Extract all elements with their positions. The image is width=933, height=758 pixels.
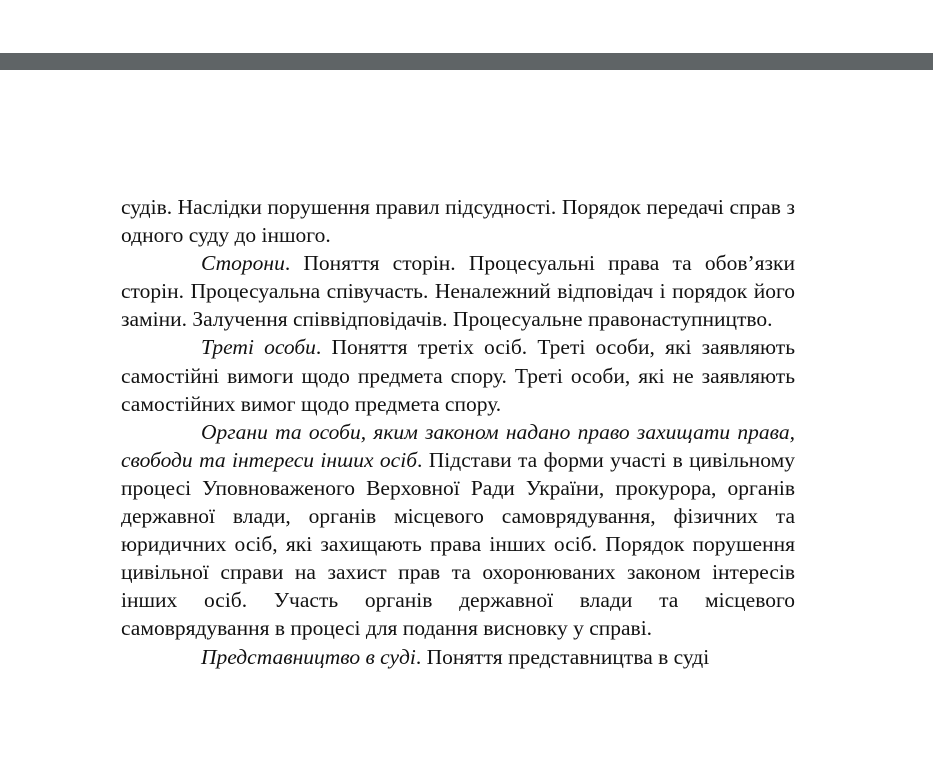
paragraph-text: . Поняття представництва в суді [415, 644, 710, 669]
paragraph-heading: Органи та особи, яким законом надано право захищати права, свободи та інтереси інших осіб [121, 419, 795, 472]
paragraph-heading: Представництво в суді [201, 644, 416, 669]
paragraph-representation [121, 643, 795, 671]
paragraph-text: судів. Наслідки порушення правил підсудності. Порядок передачі справ з одного суду до іншого. [121, 195, 795, 248]
paragraph-bodies-protecting-rights [121, 418, 795, 643]
paragraph-text: . Поняття сторін. Процесуальні права та обов’язки сторін. Процесуальна співучасть. Неналежний відповідач і порядок його заміни. Залучення співвідповідачів. Процесуальне правонаступництво. [121, 251, 795, 332]
paragraph-third-parties [121, 333, 795, 417]
document-text [121, 193, 795, 671]
paragraph-heading: Треті особи [201, 335, 316, 360]
paragraph-heading: Сторони [201, 251, 285, 276]
paragraph-text: . Підстави та форми участі в цивільному процесі Уповноваженого Верховної Ради України, прокурора, органів державної влади, органів місцевого самоврядування, фізичних та юридичних осіб, які захищають права інших осіб. Порядок порушення цивільної справи на захист прав та охоронюваних законом інтересів інших осіб. Участь органів державної влади та місцевого самоврядування в процесі для подання висновку у справі. [121, 447, 795, 641]
paragraph-court-jurisdiction [121, 193, 795, 249]
page-header-bar [0, 53, 933, 70]
paragraph-text: . Поняття третіх осіб. Треті особи, які заявляють самостійні вимоги щодо предмета спору. Треті особи, які не заявляють самостійних вимог щодо предмета спору. [121, 335, 796, 416]
paragraph-parties [121, 249, 795, 333]
